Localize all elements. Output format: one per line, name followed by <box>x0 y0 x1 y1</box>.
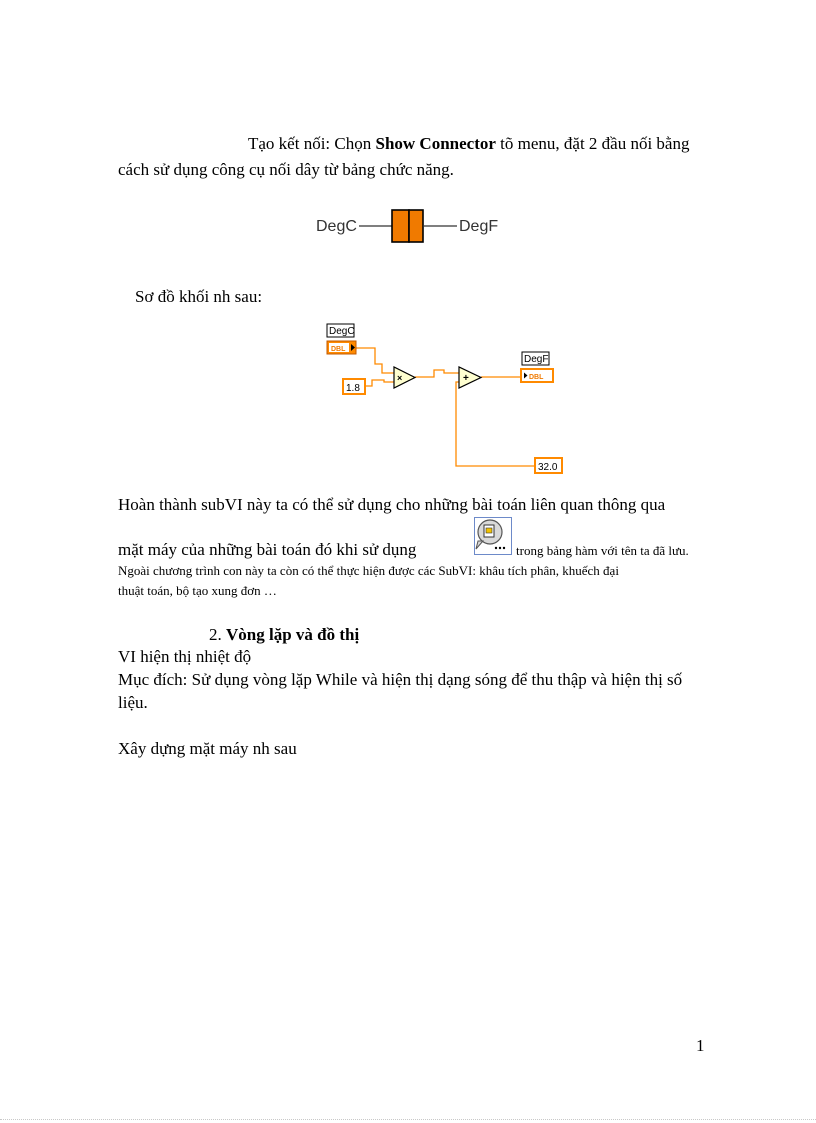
para2-line1: Hoàn thành subVI này ta có thể sử dụng cho những bài toán liên quan thông qua <box>118 495 666 514</box>
connector-left-label: DegC <box>316 218 357 235</box>
section2-purpose-line1: Mục đích: Sử dụng vòng lặp While và hiện thị dạng sóng để thu thập và hiện thị số <box>118 670 683 689</box>
wire-const-to-mult <box>366 380 394 386</box>
section2-build-text: Xây dựng mặt máy nh sau <box>118 739 297 758</box>
para2-line2-main: mặt máy của những bài toán đó khi sử dụng <box>118 540 417 559</box>
connector-right-label: DegF <box>459 218 499 235</box>
connector-terminal-right <box>409 210 423 242</box>
block-diagram-heading: Sơ đồ khối nh sau: <box>135 287 263 306</box>
para2-line2-small: trong bảng hàm với tên ta đã lưu. <box>516 543 689 558</box>
page-number: 1 <box>696 1036 705 1055</box>
add-symbol: + <box>463 373 469 384</box>
degc-label: DegC <box>329 326 355 337</box>
multiply-symbol: × <box>397 373 403 383</box>
para1-suffix: tõ menu, đặt 2 đầu nối bằng <box>495 134 690 153</box>
degf-label: DegF <box>524 354 549 365</box>
section2-title: Vòng lặp và đồ thị <box>226 625 360 644</box>
section2-subtitle: VI hiện thị nhiệt độ <box>118 647 252 666</box>
para1-line1 <box>248 134 689 154</box>
const-32-text: 32.0 <box>538 462 558 473</box>
connector-pane <box>355 208 460 244</box>
subvi-icon <box>474 517 512 555</box>
para2-line4: thuật toán, bộ tạo xung đơn … <box>118 583 277 598</box>
section2-purpose-line2: liệu. <box>118 693 148 712</box>
section2-heading <box>209 625 359 645</box>
const-1-8-text: 1.8 <box>346 383 360 394</box>
section2-number: 2. <box>209 625 226 644</box>
connector-terminal-left <box>392 210 409 242</box>
degf-type: DBL <box>529 374 544 381</box>
show-connector-text: Show Connector <box>375 134 496 153</box>
degc-type: DBL <box>331 346 346 353</box>
para1-line2: cách sử dụng công cụ nối dây từ bảng chức năng. <box>118 160 454 179</box>
wire-degc-to-mult <box>356 348 394 373</box>
para2-line3: Ngoài chương trình con này ta còn có thể thực hiện được các SubVI: khâu tích phân, khuếch đại <box>118 563 619 578</box>
block-diagram <box>320 318 570 478</box>
page-bottom-border <box>0 1119 816 1120</box>
wire-mult-to-add <box>415 370 459 377</box>
para1-prefix: Tạo kết nối: Chọn <box>248 134 376 153</box>
wire-const-to-add <box>456 382 535 466</box>
